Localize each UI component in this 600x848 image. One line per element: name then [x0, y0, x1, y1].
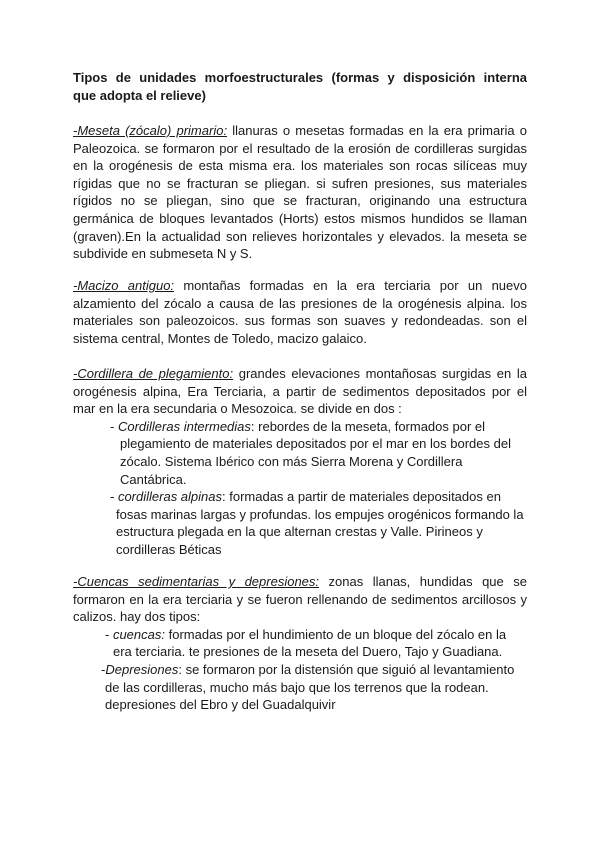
section-label: -Meseta (zócalo) primario:	[73, 123, 228, 138]
section-label: -Cuencas sedimentarias y depresiones:	[73, 574, 320, 589]
section-label: -Cordillera de plegamiento:	[73, 366, 234, 381]
section-cordillera: -Cordillera de plegamiento: grandes elevaciones montañosas surgidas en la orogénesis alpina, Era Terciaria, a partir de sedimentos depositados por el mar en la era secundaria o Mesozoica. se divide en dos : - Cordilleras intermedias: rebordes de la meseta, formados por el plegamiento de materiales depositados por el mar en los bordes del zócalo. Sistema Ibérico con más Sierra Morena y Cordillera Cantábrica. - cordilleras alpinas: formadas a partir de materiales depositados en fosas marinas largas y profundas. los empujes orogénicos formando la estructura plegada en la que alternan crestas y Valle. Pirineos y cordilleras Béticas	[73, 366, 527, 557]
list-item: - cuencas: formadas por el hundimiento de un bloque del zócalo en la era terciaria. te presiones de la meseta del Duero, Tajo y Guadiana.	[105, 626, 507, 660]
section-label: -Macizo antiguo:	[73, 278, 175, 293]
list-item: - Cordilleras intermedias: rebordes de la meseta, formados por el plegamiento de materiales depositados por el mar en los bordes del zócalo. Sistema Ibérico con más Sierra Morena y Cordillera Cantábrica.	[110, 418, 511, 487]
list-item: - cordilleras alpinas: formadas a partir de materiales depositados en fosas marinas largas y profundas. los empujes orogénicos formando la estructura plegada en la que alternan crestas y Valle. Pirineos y cordilleras Béticas	[110, 489, 524, 557]
section-cuencas: -Cuencas sedimentarias y depresiones: zonas llanas, hundidas que se formaron en la era terciaria y se fueron rellenando de sedimentos arcillosos y calizos. hay dos tipos: - cuencas: formadas por el hundimiento de un bloque del zócalo en la era terciaria. te presiones de la meseta del Duero, Tajo y Guadiana. -Depresiones: se formaron por la distensión que siguió al levantamiento de las cordilleras, mucho más bajo que los terrenos que la rodean. depresiones del Ebro y del Guadalquivir	[73, 574, 527, 713]
document-title	[73, 69, 527, 104]
title-line: Tipos de unidades morfoestructurales (formas y disposición interna	[73, 70, 527, 85]
list-item: -Depresiones: se formaron por la distensión que siguió al levantamiento de las cordilleras, mucho más bajo que los terrenos que la rodean. depresiones del Ebro y del Guadalquivir	[101, 661, 515, 713]
section-macizo: -Macizo antiguo: montañas formadas en la era terciaria por un nuevo alzamiento del zócalo a causa de las presiones de la orogénesis alpina. los materiales son paleozoicos. sus formas son suaves y redondeadas. son el sistema central, Montes de Toledo, macizo galaico.	[73, 278, 527, 346]
title-line: que adopta el relieve)	[73, 87, 206, 103]
section-meseta: -Meseta (zócalo) primario: llanuras o mesetas formadas en la era primaria o Paleozoica. se formaron por el resultado de la erosión de cordilleras surgidas en la orogénesis de esta misma era. los materiales son rocas silíceas muy rígidas que no se fracturan se pliegan. si sufren presiones, sus materiales rígidos no se pliegan, sino que se fracturan, originando una estructura germánica de bloques levantados (Horts) estos mismos hundidos se llaman (graven).En la actualidad son relieves horizontales y elevados. la meseta se subdivide en submeseta N y S.	[73, 123, 527, 262]
